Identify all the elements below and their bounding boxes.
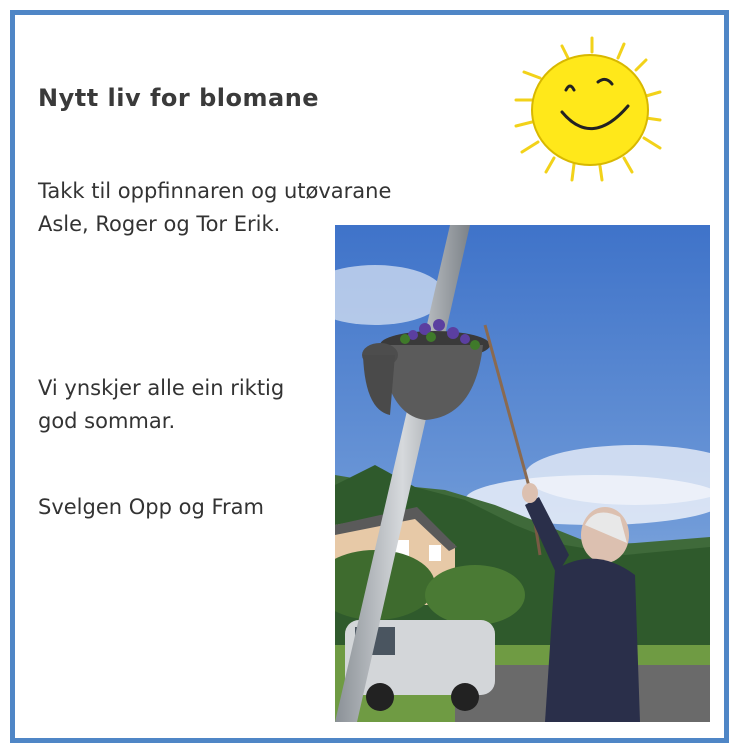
greeting-paragraph [38,372,338,438]
flower-pot-photo [335,225,710,722]
poster-title: Nytt liv for blomane [38,84,320,112]
sun-illustration [510,34,680,184]
signature: Svelgen Opp og Fram [38,495,264,519]
thanks-line-1: Takk til oppfinnaren og utøvarane [38,179,392,203]
thanks-line-2: Asle, Roger og Tor Erik. [38,212,281,236]
greeting-line-1: Vi ynskjer alle ein riktig [38,376,285,400]
greeting-line-2: god sommar. [38,409,176,433]
